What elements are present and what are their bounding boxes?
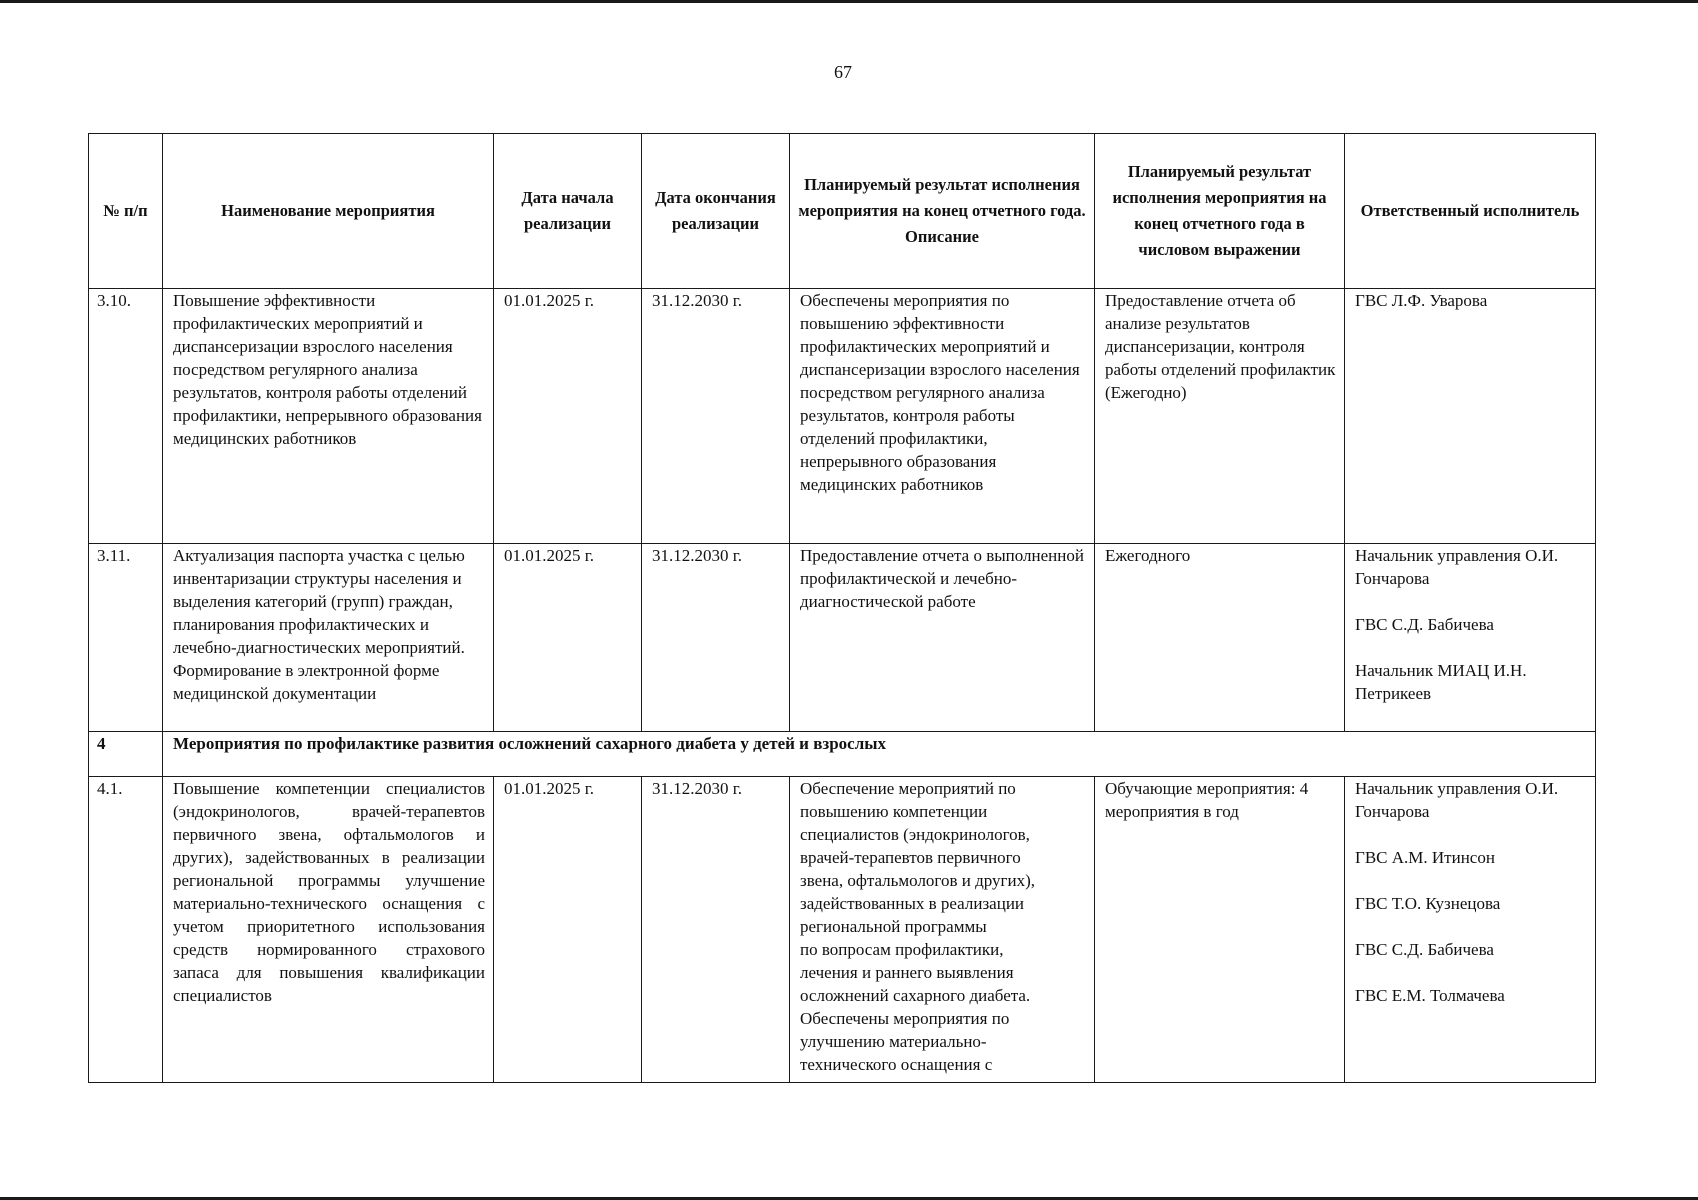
row-number: 3.10. — [97, 291, 131, 310]
responsible-person: ГВС С.Д. Бабичева — [1355, 615, 1494, 634]
header-start-date: Дата начала реализации — [494, 134, 642, 289]
responsible-list — [1345, 289, 1595, 312]
responsible-person: Начальник управления О.И. Гончарова — [1355, 779, 1559, 821]
responsible-person: Начальник МИАЦ И.Н. Петрикеев — [1355, 661, 1527, 703]
responsible-person: Начальник управления О.И. Гончарова — [1355, 546, 1559, 588]
description-line: технического оснащения с — [800, 1055, 993, 1074]
table-header-row — [89, 134, 1596, 289]
result-numeric: Ежегодного — [1105, 546, 1191, 565]
section-row — [89, 732, 1596, 777]
header-end-date: Дата окончания реализации — [642, 134, 790, 289]
description-line: повышению компетенции — [800, 802, 988, 821]
start-date: 01.01.2025 г. — [504, 779, 595, 798]
start-date: 01.01.2025 г. — [504, 546, 595, 565]
header-name: Наименование мероприятия — [163, 134, 494, 289]
responsible-person: ГВС Е.М. Толмачева — [1355, 986, 1505, 1005]
end-date: 31.12.2030 г. — [652, 291, 743, 310]
result-numeric: Обучающие мероприятия: 4 мероприятия в год — [1105, 779, 1309, 821]
page-number: 67 — [834, 62, 852, 82]
description-line: врачей-терапевтов первичного — [800, 848, 1021, 867]
header-responsible: Ответственный исполнитель — [1345, 134, 1596, 289]
scan-top-border — [0, 0, 1698, 3]
header-result-description: Планируемый результат исполнения мероприятия на конец отчетного года. Описание — [790, 134, 1095, 289]
result-description: Предоставление отчета о выполненной профилактической и лечебно-диагностической работе — [800, 546, 1084, 611]
responsible-list — [1345, 777, 1595, 1007]
table-row — [89, 289, 1596, 544]
description-line: звена, офтальмологов и других), — [800, 871, 1036, 890]
responsible-person: ГВС С.Д. Бабичева — [1355, 940, 1494, 959]
row-number: 3.11. — [97, 546, 131, 565]
section-title: Мероприятия по профилактике развития осложнений сахарного диабета у детей и взрослых — [173, 734, 887, 753]
description-line: Обеспечены мероприятия по — [800, 1009, 1010, 1028]
description-line: специалистов (эндокринологов, — [800, 825, 1030, 844]
activity-name: Повышение эффективности профилактических мероприятий и диспансеризации взрослого населения посредством регулярного анализа результатов, контроля работы отделений профилактики, непрерывного образования медицинских работников — [173, 291, 482, 448]
end-date: 31.12.2030 г. — [652, 546, 743, 565]
start-date: 01.01.2025 г. — [504, 291, 595, 310]
table-row — [89, 544, 1596, 732]
description-line: осложнений сахарного диабета. — [800, 986, 1031, 1005]
result-description — [790, 777, 1094, 1076]
activity-name: Повышение компетенции специалистов (эндокринологов, врачей-терапевтов первичного звена, офтальмологов и других), задействованных в реализации региональной программы улучшение материально-технического оснащения с учетом приоритетного использования средств нормированного страхового запаса для повышения квалификации специалистов — [173, 779, 485, 1005]
header-result-numeric: Планируемый результат исполнения мероприятия на конец отчетного года в числовом выражении — [1095, 134, 1345, 289]
description-line: по вопросам профилактики, — [800, 940, 1004, 959]
header-num: № п/п — [89, 134, 163, 289]
activity-name: Актуализация паспорта участка с целью инвентаризации структуры населения и выделения категорий (групп) граждан, планирования профилактических и лечебно-диагностических мероприятий. Формирование в электронной форме медицинской документации — [173, 546, 465, 703]
description-line: Обеспечение мероприятий по — [800, 779, 1016, 798]
section-number: 4 — [97, 734, 106, 753]
end-date: 31.12.2030 г. — [652, 779, 743, 798]
description-line: улучшению материально- — [800, 1032, 987, 1051]
responsible-list — [1345, 544, 1595, 705]
responsible-person: ГВС А.М. Итинсон — [1355, 848, 1495, 867]
activities-table — [88, 133, 1596, 1083]
responsible-person: ГВС Л.Ф. Уварова — [1355, 291, 1488, 310]
description-line: региональной программы — [800, 917, 987, 936]
result-description: Обеспечены мероприятия по повышению эффективности профилактических мероприятий и диспансеризации взрослого населения посредством регулярного анализа результатов, контроля работы отделений профилактики, непрерывного образования медицинских работников — [800, 291, 1080, 494]
description-line: задействованных в реализации — [800, 894, 1025, 913]
table-row — [89, 777, 1596, 1083]
result-numeric: Предоставление отчета об анализе результатов диспансеризации, контроля работы отделений профилактик (Ежегодно) — [1105, 291, 1336, 402]
description-line: лечения и раннего выявления — [800, 963, 1014, 982]
responsible-person: ГВС Т.О. Кузнецова — [1355, 894, 1501, 913]
row-number: 4.1. — [97, 779, 123, 798]
